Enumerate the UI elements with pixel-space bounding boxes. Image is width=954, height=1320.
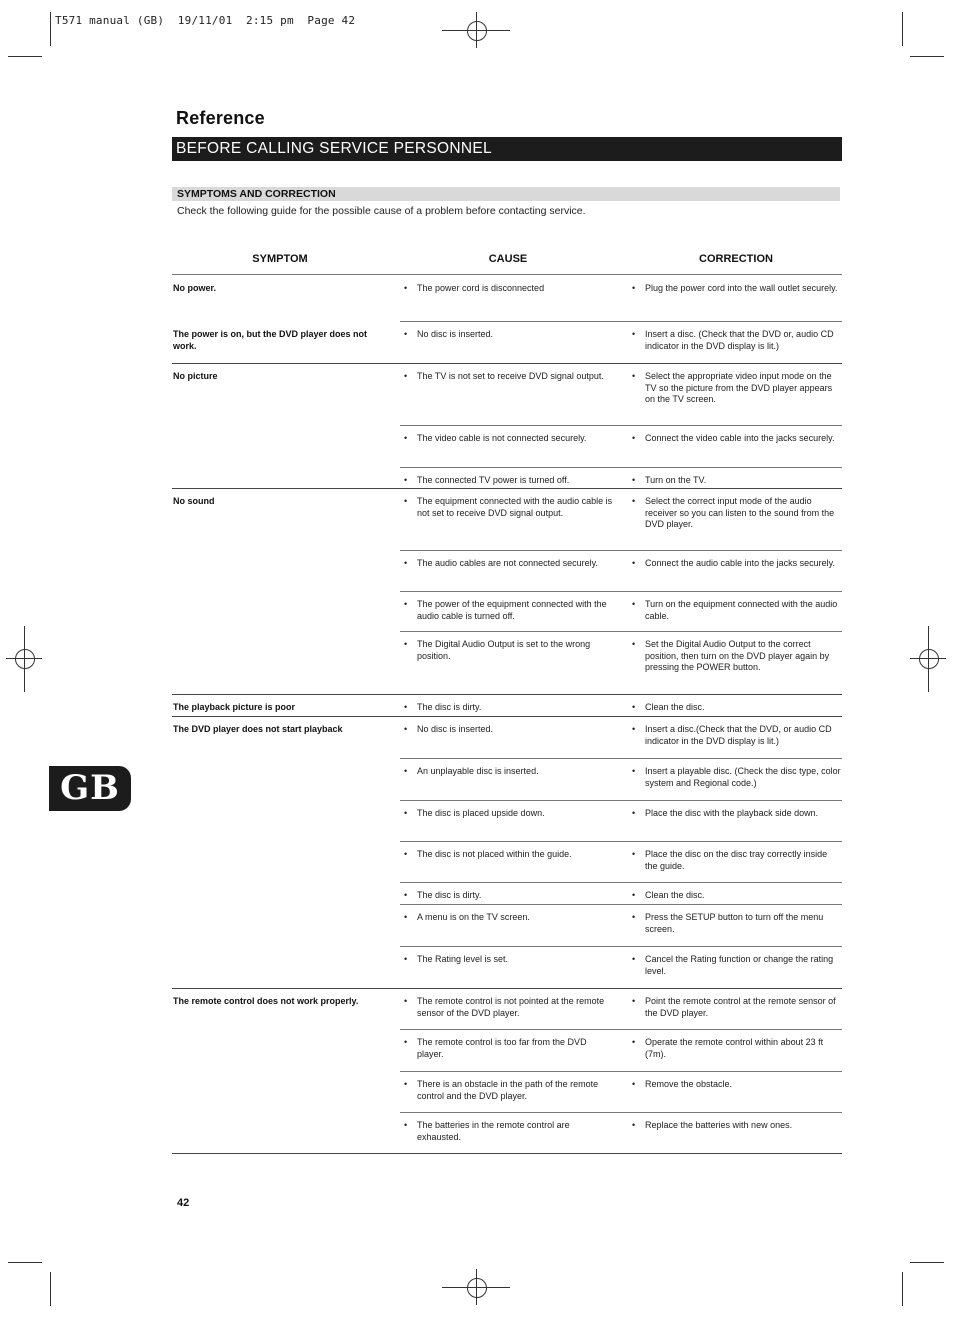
correction-text: • Insert a disc. (Check that the DVD or, audio CD indicator in the DVD display is lit.) <box>632 329 834 351</box>
symptom-text: No sound <box>173 496 215 506</box>
cause-text: • The power of the equipment connected with the audio cable is turned off. <box>404 599 607 621</box>
correction-text: • Insert a disc.(Check that the DVD, or audio CD indicator in the DVD display is lit.) <box>632 724 832 746</box>
correction-text: • Cancel the Rating function or change the rating level. <box>632 954 834 976</box>
cause-text: • No disc is inserted. <box>404 724 494 734</box>
cause-text: • The equipment connected with the audio cable is not set to receive DVD signal output. <box>404 496 613 518</box>
column-header-symptom: SYMPTOM <box>252 253 308 265</box>
cause-text: • The Digital Audio Output is set to the wrong position. <box>404 639 591 661</box>
cause-text: • The disc is dirty. <box>404 890 482 900</box>
correction-text: • Connect the video cable into the jacks securely. <box>632 433 835 443</box>
cause-text: • There is an obstacle in the path of the remote control and the DVD player. <box>404 1079 599 1101</box>
cause-text: • The disc is not placed within the guide. <box>404 849 572 859</box>
table-row <box>172 321 842 363</box>
cause-text: • A menu is on the TV screen. <box>404 912 530 922</box>
cause-text: • No disc is inserted. <box>404 329 494 339</box>
correction-text: • Press the SETUP button to turn off the menu screen. <box>632 912 824 934</box>
symptom-text: The power is on, but the DVD player does not work. <box>173 329 368 351</box>
table-row <box>172 694 842 716</box>
intro-text: Check the following guide for the possible cause of a problem before contacting service. <box>177 205 586 217</box>
table-row <box>172 363 842 425</box>
table-row <box>172 946 842 988</box>
cause-text: • The remote control is too far from the DVD player. <box>404 1037 587 1059</box>
table-row <box>172 631 842 694</box>
table-row <box>172 988 842 1029</box>
correction-text: • Insert a playable disc. (Check the disc type, color system and Regional code.) <box>632 766 841 788</box>
cause-text: • The video cable is not connected securely. <box>404 433 587 443</box>
correction-text: • Remove the obstacle. <box>632 1079 733 1089</box>
correction-text: • Turn on the equipment connected with the audio cable. <box>632 599 838 621</box>
cause-text: • The power cord is disconnected <box>404 283 545 293</box>
correction-text: • Place the disc on the disc tray correctly inside the guide. <box>632 849 828 871</box>
correction-text: • Connect the audio cable into the jacks securely. <box>632 558 835 568</box>
table-row <box>172 1071 842 1112</box>
correction-text: • Clean the disc. <box>632 702 705 712</box>
table-row <box>172 904 842 946</box>
section-title: Reference <box>176 108 265 128</box>
table-row <box>172 1112 842 1153</box>
table-row <box>172 841 842 882</box>
table-row <box>172 425 842 467</box>
column-header-cause: CAUSE <box>488 253 528 265</box>
table-row <box>172 716 842 758</box>
cause-text: • The audio cables are not connected securely. <box>404 558 598 568</box>
correction-text: • Clean the disc. <box>632 890 705 900</box>
cause-text: • The remote control is not pointed at the remote sensor of the DVD player. <box>404 996 605 1018</box>
table-row <box>172 882 842 904</box>
cause-text: • The disc is dirty. <box>404 702 482 712</box>
correction-text: • Replace the batteries with new ones. <box>632 1120 793 1130</box>
subsection-title: SYMPTOMS AND CORRECTION <box>172 187 840 201</box>
symptom-text: The DVD player does not start playback <box>173 724 343 734</box>
cause-text: • The Rating level is set. <box>404 954 509 964</box>
table-row <box>172 800 842 841</box>
table-row <box>172 758 842 800</box>
banner-title: BEFORE CALLING SERVICE PERSONNEL <box>172 137 842 161</box>
correction-text: • Place the disc with the playback side down. <box>632 808 819 818</box>
correction-text: • Select the correct input mode of the audio receiver so you can listen to the sound from the DVD player. <box>632 496 835 529</box>
cause-text: • An unplayable disc is inserted. <box>404 766 539 776</box>
symptom-text: No power. <box>173 283 217 293</box>
table-row <box>172 550 842 591</box>
correction-text: • Select the appropriate video input mode on the TV so the picture from the DVD player appears on the TV screen. <box>632 371 833 404</box>
table-row <box>172 488 842 550</box>
symptom-text: The playback picture is poor <box>173 702 296 712</box>
print-header: T571 manual (GB) 19/11/01 2:15 pm Page 42 <box>55 14 356 27</box>
correction-text: • Operate the remote control within about 23 ft (7m). <box>632 1037 824 1059</box>
correction-text: • Set the Digital Audio Output to the correct position, then turn on the DVD player again by pressing the POWER button. <box>632 639 830 672</box>
cause-text: • The disc is placed upside down. <box>404 808 545 818</box>
symptom-text: No picture <box>173 371 218 381</box>
correction-text: • Point the remote control at the remote sensor of the DVD player. <box>632 996 836 1018</box>
cause-text: • The TV is not set to receive DVD signal output. <box>404 371 604 381</box>
correction-text: • Plug the power cord into the wall outlet securely. <box>632 283 838 293</box>
cause-text: • The batteries in the remote control are exhausted. <box>404 1120 570 1142</box>
page-number: 42 <box>177 1197 190 1209</box>
language-tab: GB <box>49 766 131 811</box>
table-row <box>172 1029 842 1071</box>
column-header-correction: CORRECTION <box>699 253 773 265</box>
symptom-text: The remote control does not work properly. <box>173 996 359 1006</box>
table-row <box>172 467 842 488</box>
cause-text: • The connected TV power is turned off. <box>404 475 570 485</box>
table-row <box>172 275 842 321</box>
table-row <box>172 591 842 631</box>
correction-text: • Turn on the TV. <box>632 475 707 485</box>
